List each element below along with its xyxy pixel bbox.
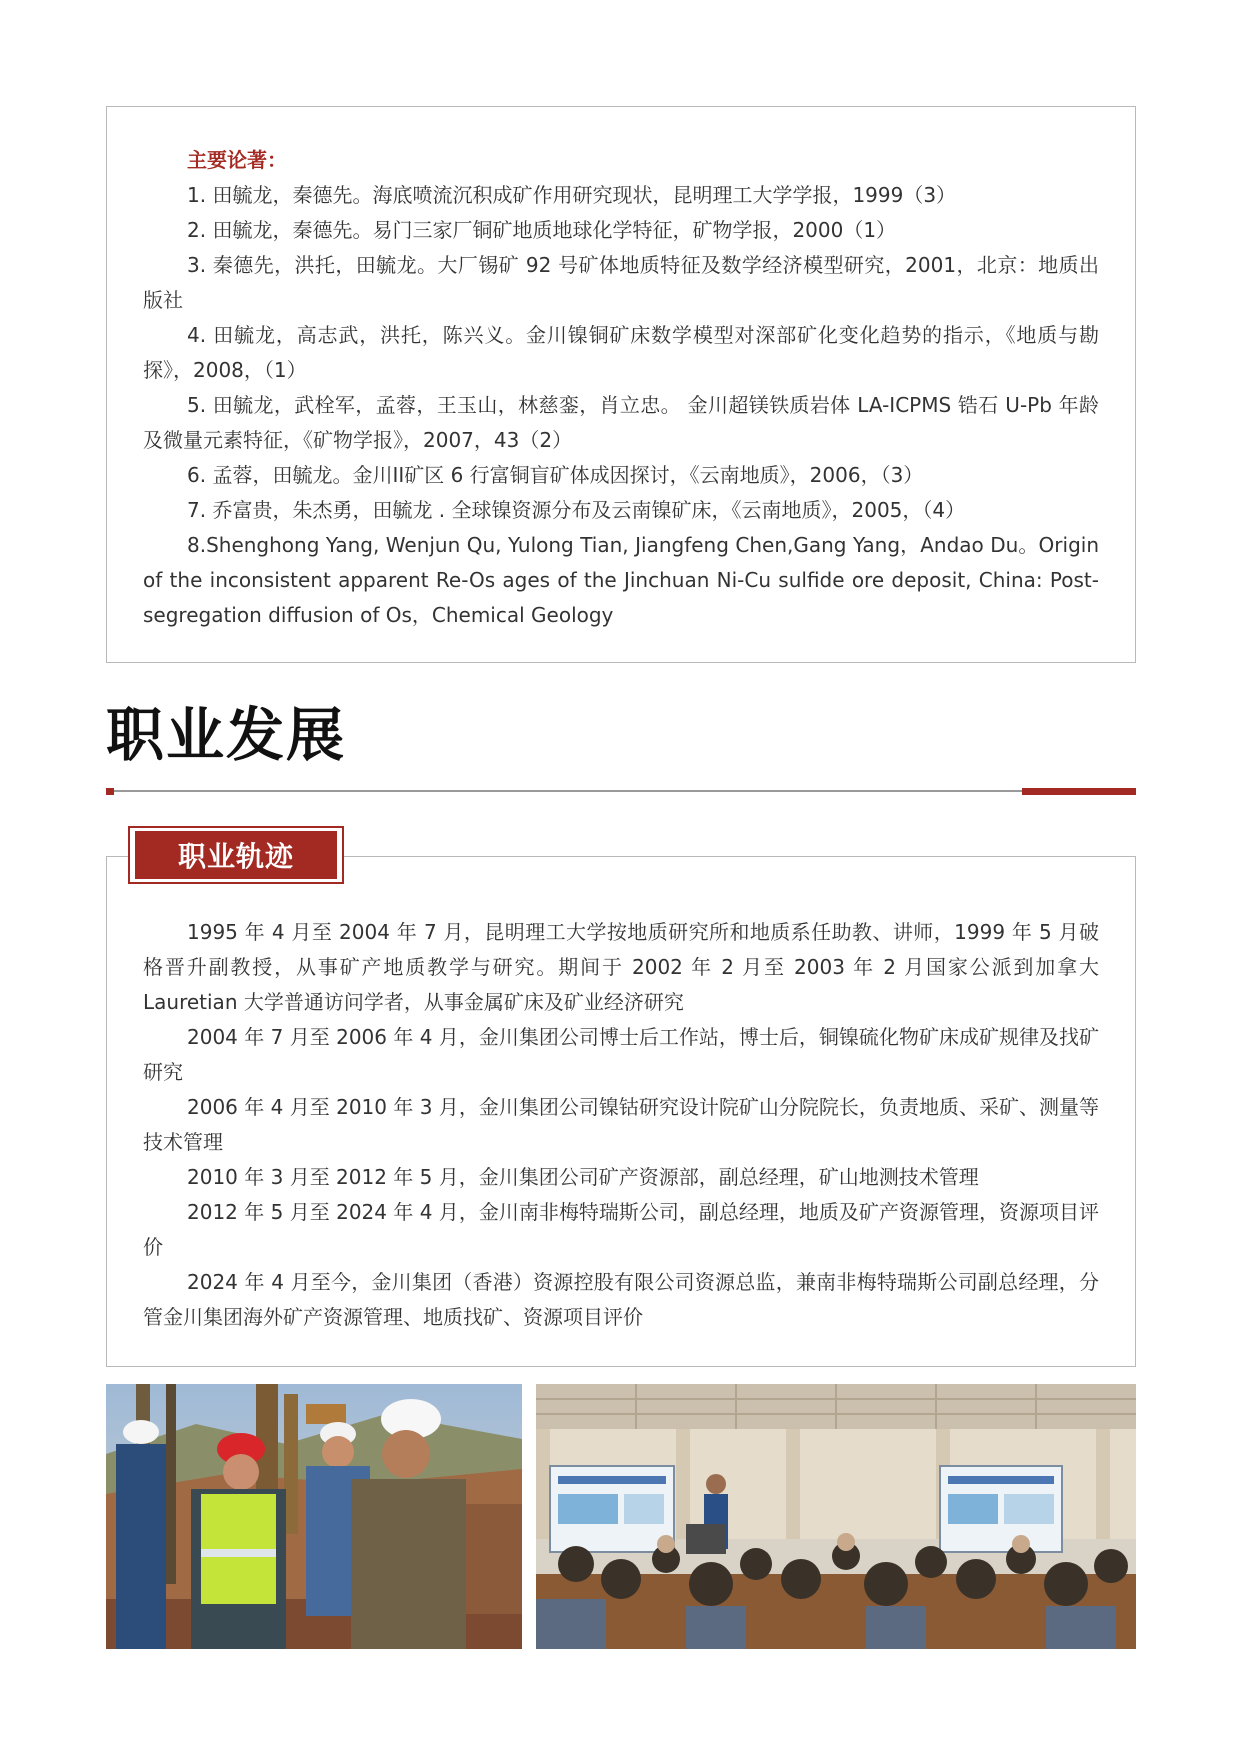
career-item: 2004 年 7 月至 2006 年 4 月，金川集团公司博士后工作站，博士后，铜镍硫化物矿床成矿规律及找矿研究: [143, 1025, 1099, 1084]
publication-item: 4. 田毓龙，高志武，洪托，陈兴义。金川镍铜矿床数学模型对深部矿化变化趋势的指示，《地质与勘探》，2008，（1）: [143, 323, 1099, 382]
publication-item: 1. 田毓龙，秦德先。海底喷流沉积成矿作用研究现状，昆明理工大学学报，1999（3）: [187, 183, 957, 207]
publication-item: 6. 孟蓉，田毓龙。金川II矿区 6 行富铜盲矿体成因探讨，《云南地质》，2006，（3）: [187, 463, 924, 487]
divider-right-accent: [1022, 788, 1136, 795]
publication-item: 2. 田毓龙，秦德先。易门三家厂铜矿地质地球化学特征，矿物学报，2000（1）: [187, 218, 897, 242]
career-item: 2006 年 4 月至 2010 年 3 月，金川集团公司镍钴研究设计院矿山分院院长，负责地质、采矿、测量等技术管理: [143, 1095, 1099, 1154]
divider-line: [106, 790, 1136, 792]
career-tag: [128, 826, 344, 884]
field-site-photo: [106, 1384, 522, 1649]
section-title: 职业发展: [106, 701, 347, 769]
conference-photo: [536, 1384, 1136, 1649]
divider-left-accent: [106, 788, 114, 795]
career-tag-label: 职业轨迹: [135, 831, 337, 879]
publication-item: 3. 秦德先，洪托，田毓龙。大厂锡矿 92 号矿体地质特征及数学经济模型研究，2001，北京：地质出版社: [143, 253, 1099, 312]
publications-box: [106, 106, 1136, 663]
section-divider: [106, 788, 1136, 794]
publications-heading: 主要论著：: [187, 148, 287, 172]
career-item: 2012 年 5 月至 2024 年 4 月，金川南非梅特瑞斯公司，副总经理，地质及矿产资源管理，资源项目评价: [143, 1200, 1099, 1259]
publication-item: 8.Shenghong Yang, Wenjun Qu, Yulong Tian, Jiangfeng Chen,Gang Yang，Andao Du。Origin of the inconsistent apparent Re-Os ages of the Jinchuan Ni-Cu sulfide ore deposit, China: Post-segregation diffusion of Os，Chemical Geology: [143, 533, 1099, 627]
career-item: 2024 年 4 月至今，金川集团（香港）资源控股有限公司资源总监，兼南非梅特瑞斯公司副总经理，分管金川集团海外矿产资源管理、地质找矿、资源项目评价: [143, 1270, 1099, 1329]
career-box: [106, 856, 1136, 1367]
career-item: 2010 年 3 月至 2012 年 5 月，金川集团公司矿产资源部，副总经理，矿山地测技术管理: [187, 1165, 979, 1189]
conference-illustration: [536, 1384, 1136, 1649]
publication-item: 7. 乔富贵，朱杰勇，田毓龙 . 全球镍资源分布及云南镍矿床，《云南地质》，2005，（4）: [187, 498, 966, 522]
career-item: 1995 年 4 月至 2004 年 7 月，昆明理工大学按地质研究所和地质系任助教、讲师，1999 年 5 月破格晋升副教授，从事矿产地质教学与研究。期间于 2002 年 2 月至 2003 年 2 月国家公派到加拿大 Lauretian 大学普通访问学者，从事金属矿床及矿业经济研究: [143, 920, 1099, 1014]
field-site-illustration: [106, 1384, 522, 1649]
publication-item: 5. 田毓龙，武栓军，孟蓉，王玉山，林慈銮，肖立忠。 金川超镁铁质岩体 LA-ICPMS 锆石 U-Pb 年龄及微量元素特征，《矿物学报》，2007，43（2）: [143, 393, 1099, 452]
